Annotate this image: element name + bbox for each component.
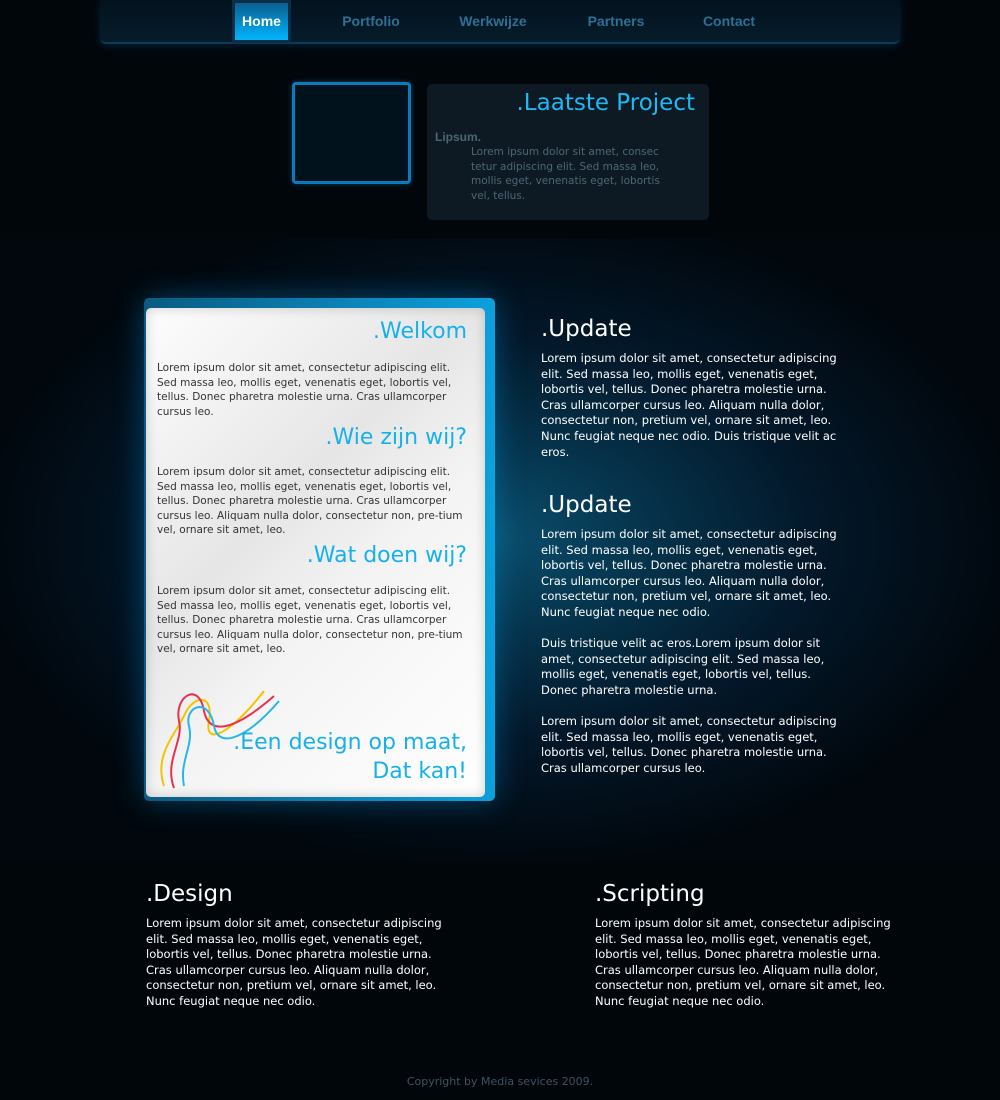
- design-heading: .Design: [146, 881, 233, 907]
- latest-project-title: .Laatste Project: [516, 90, 695, 116]
- card-text-wie-zijn-wij: Lorem ipsum dolor sit amet, consectetur adipiscing elit. Sed massa leo, mollis eget, venenatis eget, lobortis vel, tellus. Donec pharetra molestie urna. Cras ullamcorper cursus leo. Aliquam nulla dolor, consectetur non, pre-tium vel, ornare sit amet, leo.: [157, 466, 463, 536]
- card-heading-wie-zijn-wij: .Wie zijn wij?: [325, 425, 467, 450]
- update-text-2b: Duis tristique velit ac eros.Lorem ipsum dolor sit amet, consectetur adipiscing elit. Sed massa leo, mollis eget, venenatis eget, lobortis vel, tellus. Donec pharetra molestie urna.: [541, 636, 825, 697]
- latest-project-thumbnail[interactable]: [292, 82, 411, 184]
- update-heading-1: .Update: [541, 316, 632, 342]
- card-text-wat-doen-wij: Lorem ipsum dolor sit amet, consectetur adipiscing elit. Sed massa leo, mollis eget, venenatis eget, lobortis vel, tellus. Donec pharetra molestie urna. Cras ullamcorper cursus leo. Aliquam nulla dolor, consectetur non, pre-tium vel, ornare sit amet, leo.: [157, 585, 463, 655]
- scripting-heading: .Scripting: [595, 881, 705, 907]
- nav-item-partners[interactable]: Partners: [587, 13, 645, 29]
- latest-project-text: Lorem ipsum dolor sit amet, consec tetur adipiscing elit. Sed massa leo, mollis eget, venenatis eget, lobortis vel, tellus.: [471, 146, 660, 202]
- design-text: Lorem ipsum dolor sit amet, consectetur adipiscing elit. Sed massa leo, mollis eget, venenatis eget, lobortis vel, tellus. Donec pharetra molestie urna. Cras ullamcorper cursus leo. Aliquam nulla dolor, consectetur non, pretium vel, ornare sit amet, leo. Nunc feugiat neque nec odio.: [146, 916, 442, 1008]
- update-text-2c: Lorem ipsum dolor sit amet, consectetur adipiscing elit. Sed massa leo, mollis eget, venenatis eget, lobortis vel, tellus. Donec pharetra molestie urna. Cras ullamcorper cursus leo.: [541, 714, 837, 775]
- update-heading-2: .Update: [541, 492, 632, 518]
- card-closing-line2: Dat kan!: [372, 759, 467, 784]
- update-text-1: Lorem ipsum dolor sit amet, consectetur adipiscing elit. Sed massa leo, mollis eget, venenatis eget, lobortis vel, tellus. Donec pharetra molestie urna. Cras ullamcorper cursus leo. Aliquam nulla dolor, consectetur non, pretium vel, ornare sit amet, leo. Nunc feugiat neque nec odio. Duis tristique velit ac eros.: [541, 351, 837, 459]
- footer-copyright: Copyright by Media sevices 2009.: [406, 1075, 594, 1088]
- nav-item-werkwijze[interactable]: Werkwijze: [459, 13, 527, 29]
- latest-project-subtitle: Lipsum.: [435, 130, 482, 144]
- welcome-card: [146, 308, 485, 797]
- nav-item-home[interactable]: Home: [235, 3, 288, 40]
- main-nav: [100, 0, 900, 44]
- card-closing-line1: .Een design op maat,: [233, 730, 467, 755]
- card-closing-message: [233, 728, 467, 786]
- card-text-welkom: Lorem ipsum dolor sit amet, consectetur adipiscing elit. Sed massa leo, mollis eget, venenatis eget, lobortis vel, tellus. Donec pharetra molestie urna. Cras ullamcorper cursus leo.: [157, 362, 452, 418]
- nav-item-contact[interactable]: Contact: [702, 13, 756, 29]
- nav-item-portfolio[interactable]: Portfolio: [342, 13, 400, 29]
- update-text-2a: Lorem ipsum dolor sit amet, consectetur adipiscing elit. Sed massa leo, mollis eget, venenatis eget, lobortis vel, tellus. Donec pharetra molestie urna. Cras ullamcorper cursus leo. Aliquam nulla dolor, consectetur non, pretium vel, ornare sit amet, leo. Nunc feugiat neque nec odio.: [541, 527, 837, 619]
- card-heading-wat-doen-wij: .Wat doen wij?: [306, 543, 467, 568]
- latest-project-panel: [427, 84, 709, 220]
- scripting-text: Lorem ipsum dolor sit amet, consectetur adipiscing elit. Sed massa leo, mollis eget, venenatis eget, lobortis vel, tellus. Donec pharetra molestie urna. Cras ullamcorper cursus leo. Aliquam nulla dolor, consectetur non, pretium vel, ornare sit amet, leo. Nunc feugiat neque nec odio.: [595, 916, 891, 1008]
- card-heading-welkom: .Welkom: [373, 319, 467, 344]
